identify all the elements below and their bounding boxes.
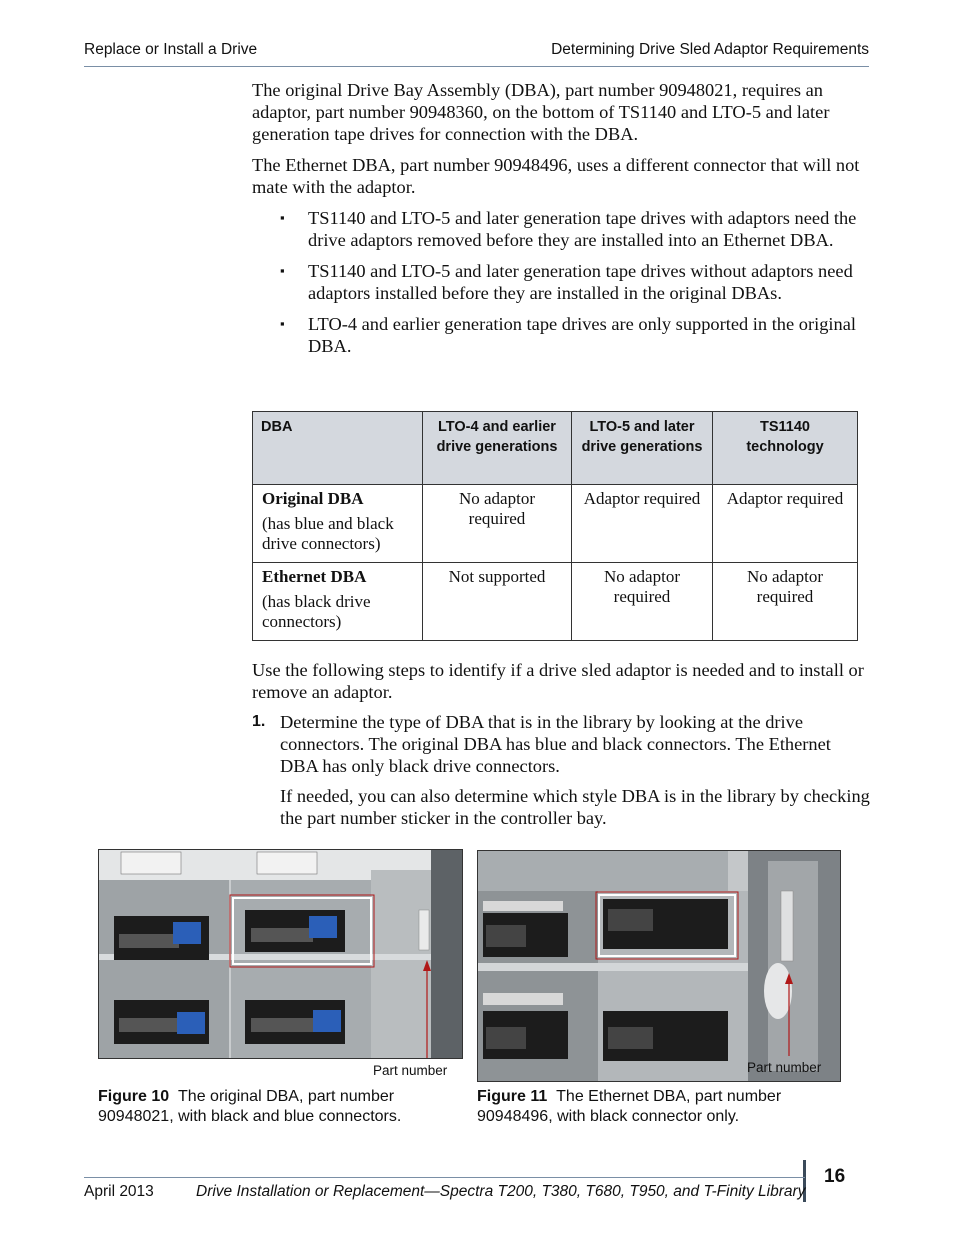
ethernet-paragraph: The Ethernet DBA, part number 90948496, uses a different connector that will not mate with the adaptor.	[252, 155, 860, 197]
header-rule	[84, 66, 869, 67]
table-cell: Adaptor required	[713, 485, 858, 563]
column-header: TS1140 technology	[713, 412, 858, 485]
table-cell: No adaptor required	[713, 563, 858, 641]
step-text: Determine the type of DBA that is in the library by looking at the drive connectors. The original DBA has blue and black connectors. The Ethernet DBA has only black drive connectors.	[280, 712, 831, 776]
step-number: 1.	[252, 713, 266, 730]
column-header: LTO-4 and earlier drive generations	[423, 412, 572, 485]
figure-label: Figure 10	[98, 1088, 170, 1105]
table-cell: Adaptor required	[572, 485, 713, 563]
list-item: ▪ TS1140 and LTO-5 and later generation tape drives without adaptors need adaptors installed before they are installed in the original DBAs.	[280, 261, 853, 303]
requirements-list	[280, 207, 865, 366]
figure-original-dba-photo	[98, 849, 463, 1059]
page-number: 16	[824, 1166, 846, 1187]
row-note: (has black drive connectors)	[262, 592, 371, 631]
list-item: ▪ LTO-4 and earlier generation tape drives are only supported in the original DBA.	[280, 314, 856, 356]
row-label-cell	[253, 563, 423, 641]
table-row	[253, 485, 858, 563]
table-cell: No adaptor required	[423, 485, 572, 563]
running-header-right: Determining Drive Sled Adaptor Requirements	[551, 41, 869, 58]
bullet-icon: ▪	[280, 316, 285, 331]
row-label-cell	[253, 485, 423, 563]
figure-11-caption: Figure 11 The Ethernet DBA, part number 90948496, with black connector only.	[477, 1088, 782, 1125]
footer-document-title: Drive Installation or Replacement—Spectra T200, T380, T680, T950, and T-Finity Library	[196, 1183, 806, 1200]
column-header: LTO-5 and later drive generations	[572, 412, 713, 485]
ethernet-dba-illustration	[478, 851, 840, 1081]
list-item: ▪ TS1140 and LTO-5 and later generation tape drives with adaptors need the drive adaptors removed before they are installed into an Ethernet DBA.	[280, 208, 857, 250]
column-header: DBA	[253, 412, 423, 485]
table-header-row	[253, 412, 858, 485]
row-note: (has blue and black drive connectors)	[262, 514, 394, 553]
step-subtext: If needed, you can also determine which style DBA is in the library by checking the part number sticker in the controller bay.	[280, 786, 870, 828]
bullet-icon: ▪	[280, 263, 285, 278]
table-cell: No adaptor required	[572, 563, 713, 641]
original-dba-illustration	[99, 850, 462, 1058]
footer-rule	[84, 1177, 805, 1178]
steps-intro-paragraph: Use the following steps to identify if a drive sled adaptor is needed and to install or remove an adaptor.	[252, 660, 864, 702]
dba-compatibility-table	[252, 411, 858, 641]
row-title: Original DBA	[262, 489, 364, 508]
running-header-left: Replace or Install a Drive	[84, 41, 258, 58]
intro-paragraph: The original Drive Bay Assembly (DBA), part number 90948021, requires an adaptor, part number 90948360, on the bottom of TS1140 and LTO-5 and later generation tape drives for connection with the DBA.	[252, 80, 830, 144]
footer-date: April 2013	[84, 1183, 154, 1200]
table-row	[253, 563, 858, 641]
bullet-icon: ▪	[280, 210, 285, 225]
part-number-callout: Part number	[373, 1063, 448, 1078]
table-cell: Not supported	[423, 563, 572, 641]
row-title: Ethernet DBA	[262, 567, 367, 586]
figure-ethernet-dba-photo	[477, 850, 841, 1082]
part-number-callout: Part number	[747, 1060, 822, 1075]
figure-10-caption: Figure 10 The original DBA, part number 90948021, with black and blue connectors.	[98, 1088, 402, 1125]
figure-label: Figure 11	[477, 1088, 548, 1105]
